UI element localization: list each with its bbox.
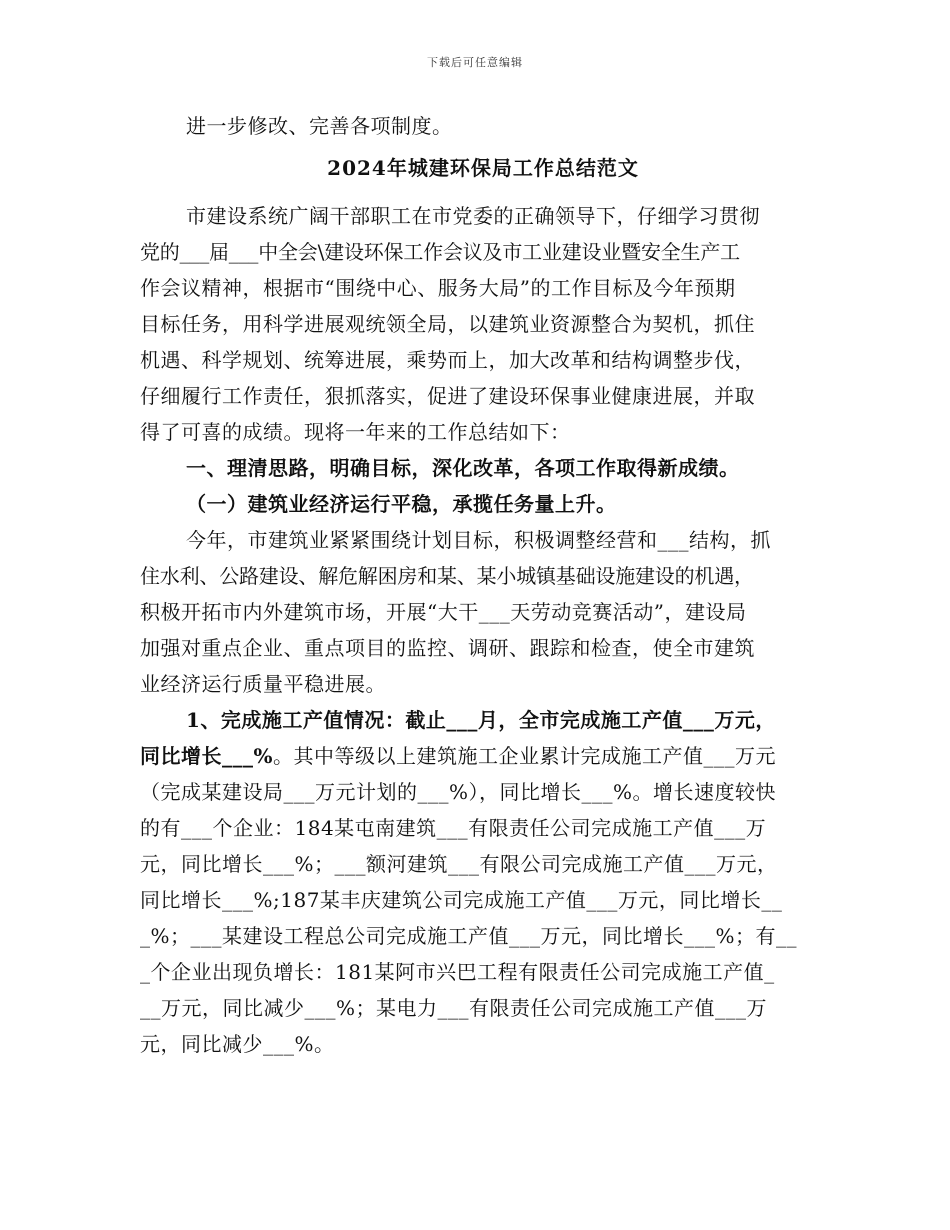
- paragraph-1: [140, 199, 826, 449]
- paragraph-line: （完成某建设局___万元计划的___%），同比增长___%。增长速度较快: [140, 780, 777, 804]
- paragraph-line: 作会议精神，根据市“围绕中心、服务大局”的工作目标及今年预期: [140, 276, 736, 300]
- paragraph-line: 积极开拓市内外建筑市场，开展“大干___天劳动竞赛活动”，建设局: [140, 600, 747, 624]
- bold-lead: 同比增长___%: [140, 744, 274, 768]
- paragraph-line: [140, 739, 826, 773]
- paragraph-line: 加强对重点企业、重点项目的监控、调研、跟踪和检查，使全市建筑: [140, 636, 755, 660]
- line-rest: 。其中等级以上建筑施工企业累计完成施工产值___万元: [273, 744, 777, 768]
- intro-line: 进一步修改、完善各项制度。: [186, 114, 453, 138]
- paragraph-line: 得了可喜的成绩。现将一年来的工作总结如下：: [140, 420, 571, 444]
- paragraph-line: _个企业出现负增长：181某阿市兴巴工程有限责任公司完成施工产值_: [140, 960, 775, 984]
- paragraph-line: 元，同比增长___%；___额河建筑___有限公司完成施工产值___万元，: [140, 852, 778, 876]
- paragraph-line: 住水利、公路建设、解危解困房和某、某小城镇基础设施建设的机遇，: [140, 564, 754, 588]
- section-heading-2: （一）建筑业经济运行平稳，承揽任务量上升。: [186, 492, 617, 516]
- paragraph-line: _%；___某建设工程总公司完成施工产值___万元，同比增长___%；有__: [140, 924, 798, 948]
- paragraph-line: 市建设系统广阔干部职工在市党委的正确领导下，仔细学习贯彻: [186, 204, 760, 228]
- document-title: 2024年城建环保局工作总结范文: [327, 156, 639, 180]
- paragraph-3: [140, 703, 826, 1061]
- paragraph-line: 元，同比减少___%。: [140, 1032, 335, 1056]
- page-header: 下载后可任意编辑: [427, 56, 523, 69]
- paragraph-line: 业经济运行质量平稳进展。: [140, 672, 386, 696]
- paragraph-line: 的有___个企业：184某屯南建筑___有限责任公司完成施工产值___万: [140, 816, 767, 840]
- document-body: [140, 109, 826, 1063]
- paragraph-line: 今年，市建筑业紧紧围绕计划目标，积极调整经营和___结构，抓: [186, 528, 771, 552]
- paragraph-line: __万元，同比减少___%；某电力___有限责任公司完成施工产值___万: [140, 996, 768, 1020]
- paragraph-line: 目标任务，用科学进展观统领全局，以建筑业资源整合为契机，抓住: [140, 312, 755, 336]
- section-heading-1: 一、理清思路，明确目标，深化改革，各项工作取得新成绩。: [186, 456, 740, 480]
- paragraph-line: 1、完成施工产值情况：截止___月，全市完成施工产值___万元，: [186, 708, 776, 732]
- paragraph-line: 同比增长___%;187某丰庆建筑公司完成施工产值___万元，同比增长__: [140, 888, 783, 912]
- paragraph-line: 机遇、科学规划、统筹进展，乘势而上，加大改革和结构调整步伐，: [140, 348, 755, 372]
- paragraph-line: 党的___届___中全会\建设环保工作会议及市工业建设业暨安全生产工: [140, 240, 740, 264]
- paragraph-2: [140, 523, 826, 701]
- paragraph-line: 仔细履行工作责任，狠抓落实，促进了建设环保事业健康进展，并取: [140, 384, 755, 408]
